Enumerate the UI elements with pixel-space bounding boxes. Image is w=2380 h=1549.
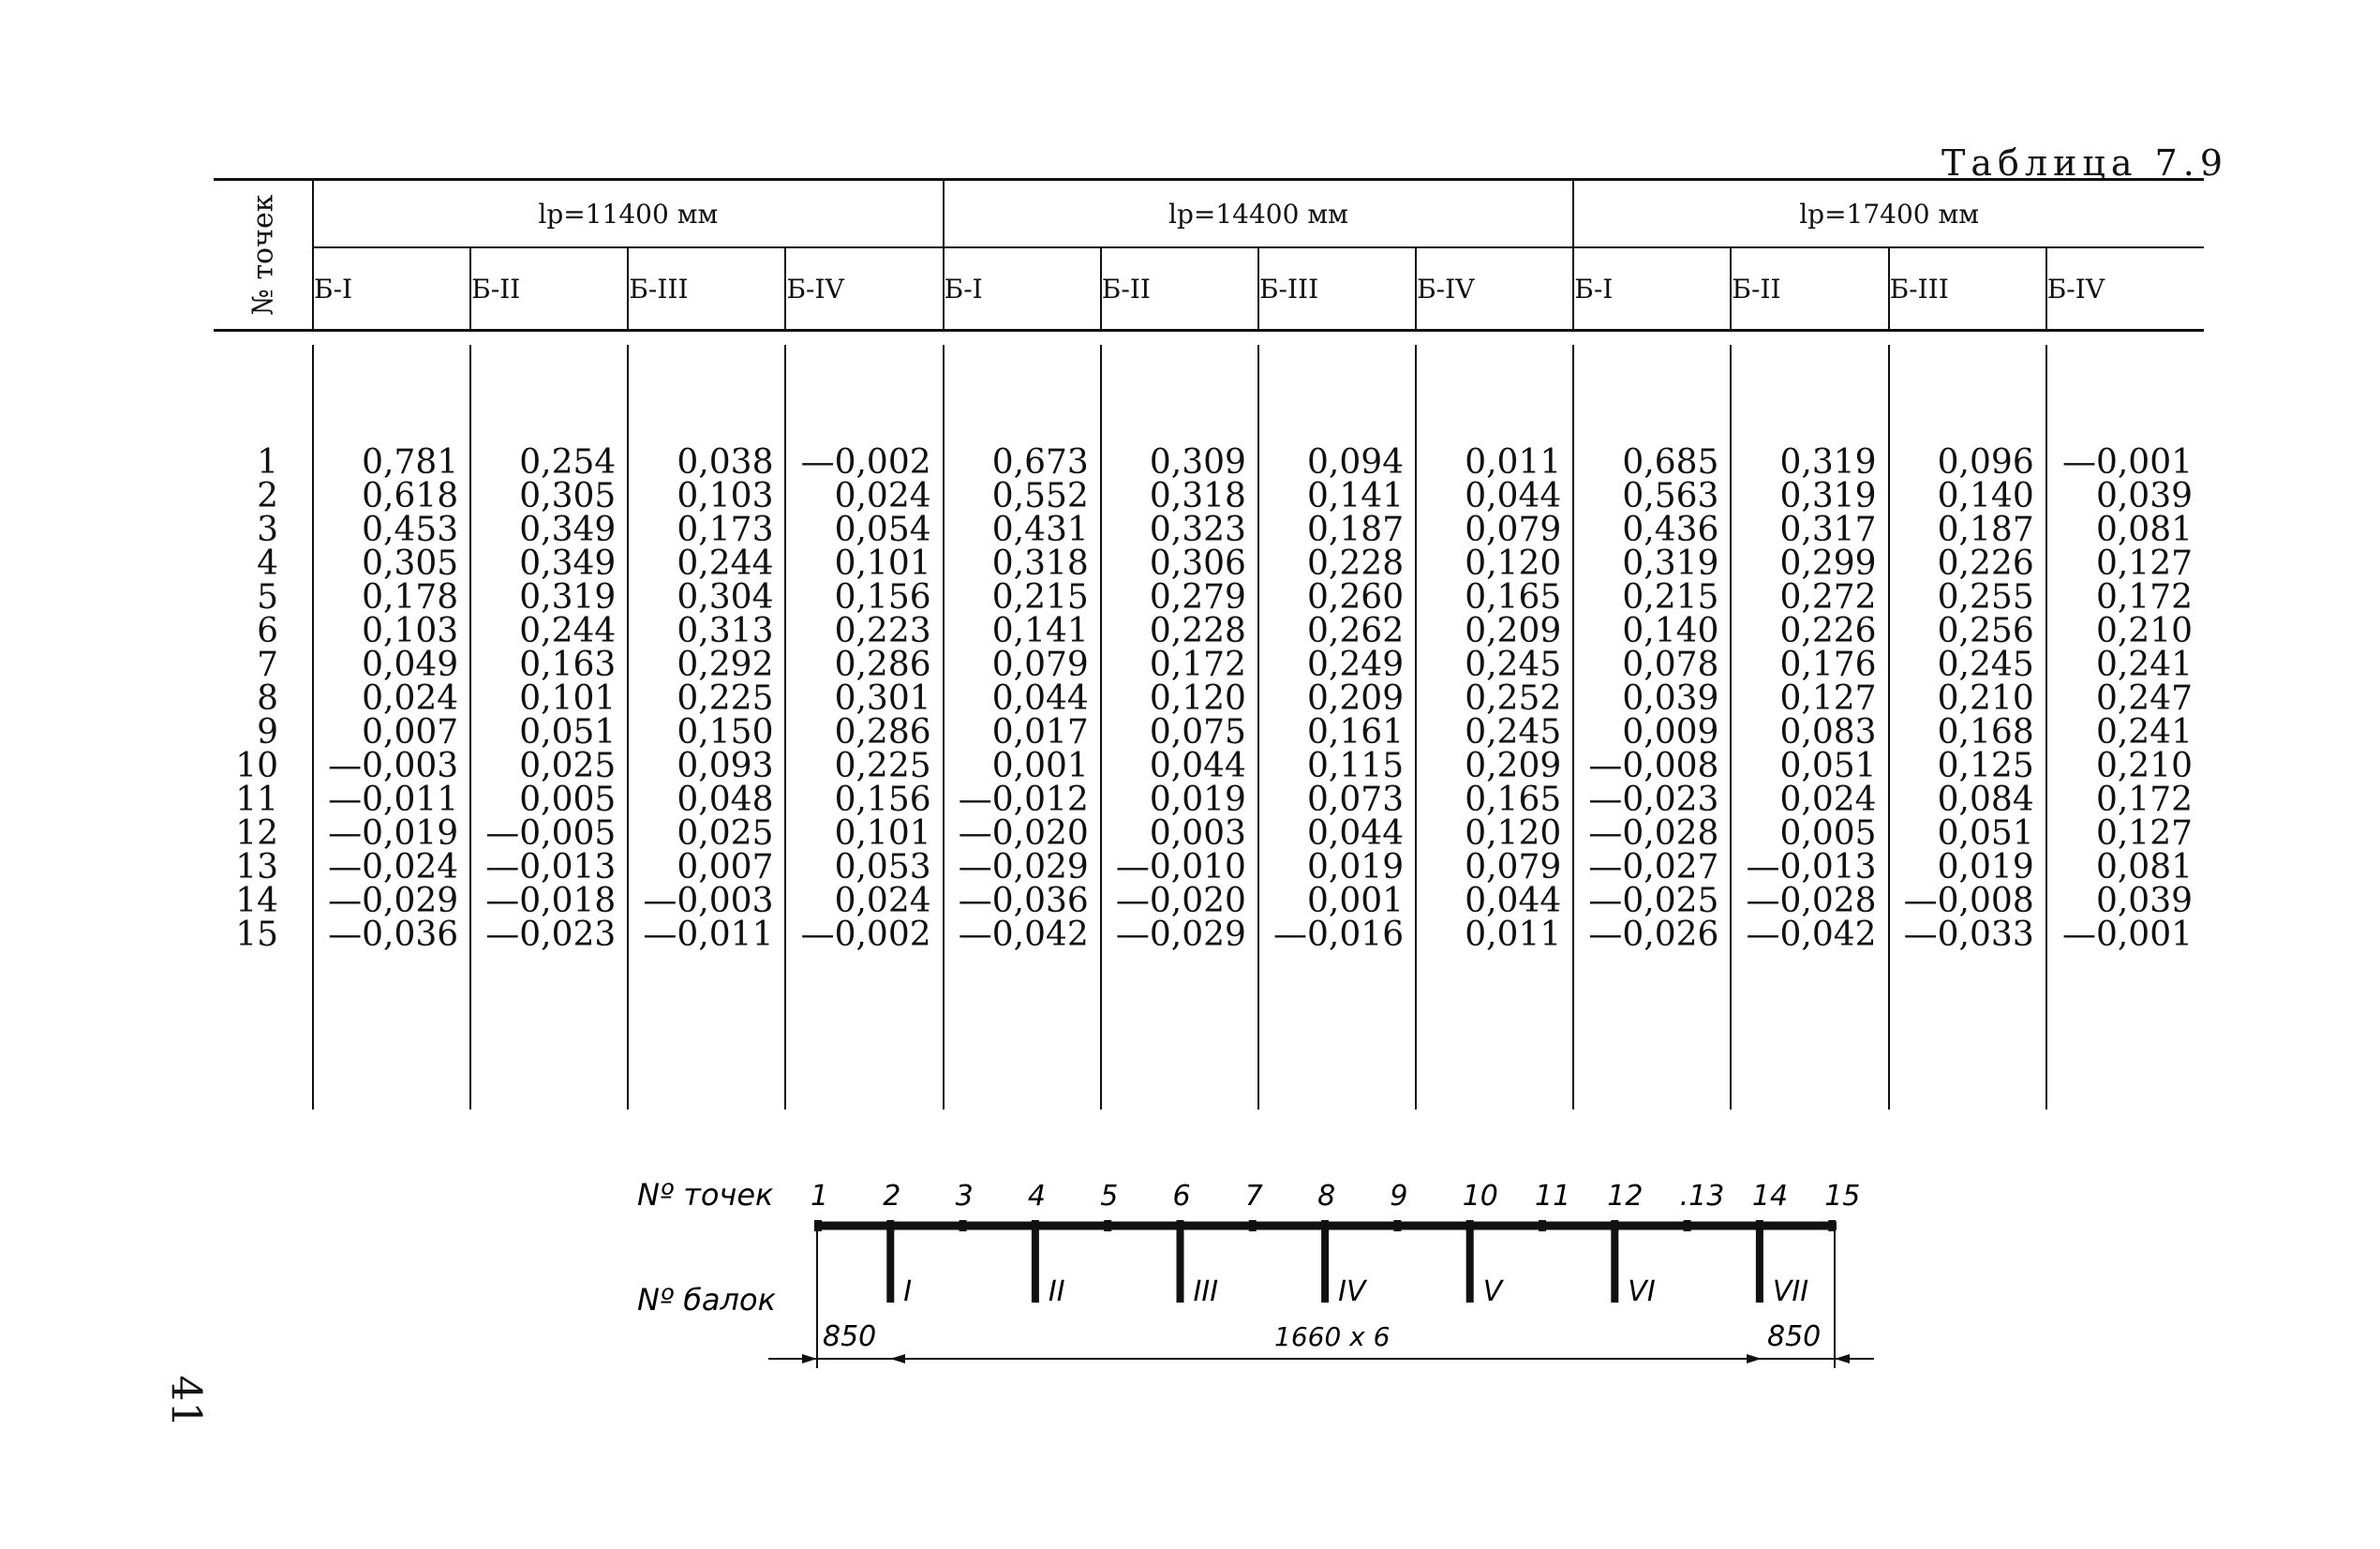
table-cell: 0,309 [1149,443,1246,482]
table-cell: 0,115 [1307,747,1405,785]
table-cell: 0,256 [1937,612,2034,650]
table-cell: —0,029 [958,848,1089,886]
beam-web [1466,1228,1474,1303]
point-number: 13 [235,848,278,886]
beam-header: Б-IV [785,247,943,331]
table-cell: 0,286 [834,646,931,684]
table-cell: —0,012 [958,781,1089,819]
table-cell: 0,141 [1307,477,1405,515]
table-cell: 0,127 [2095,544,2193,583]
table-cell: 0,210 [1937,679,2034,718]
beam-number-label: IV [1338,1275,1366,1308]
table-cell: 0,304 [677,578,774,617]
table-cell: 0,120 [1465,814,1562,853]
table-cell: —0,001 [2061,443,2193,482]
table-cell: 0,081 [2095,511,2193,549]
table-cell: —0,003 [643,882,774,920]
table-cell: 0,301 [834,679,931,718]
table-cell: 0,084 [1937,781,2034,819]
table-cell: 0,168 [1937,713,2034,752]
point-number: 8 [257,679,278,718]
table-cell: 0,003 [1149,814,1246,853]
table-cell: 0,317 [1779,511,1877,549]
point-number-label: 1 [811,1180,829,1213]
table-cell: 0,318 [1149,477,1246,515]
table-cell: —0,019 [328,814,459,853]
table-cell: —0,003 [328,747,459,785]
table-cell: 0,025 [519,747,617,785]
point-number: 10 [235,747,278,785]
value-column [1101,345,1258,1110]
value-column [1416,345,1573,1110]
table-cell: —0,010 [1115,848,1246,886]
table-cell: 0,210 [2095,747,2193,785]
table-cell: 0,054 [834,511,931,549]
table-cell: 0,039 [2095,477,2193,515]
point-number: 12 [235,814,278,853]
beam-web [1756,1228,1763,1303]
arrow-left-a [802,1354,817,1363]
table-cell: —0,001 [2061,916,2193,954]
table-cell: 0,163 [519,646,617,684]
table-cell: —0,013 [485,848,617,886]
point-number-label: 2 [883,1180,901,1213]
table-cell: 0,096 [1937,443,2034,482]
beam-number-label: V [1482,1275,1503,1308]
beam-web [1177,1228,1184,1303]
point-number-label: 4 [1027,1180,1046,1213]
row-label-header [214,180,313,331]
table-cell: 0,210 [2095,612,2193,650]
table-cell: 0,241 [2095,713,2193,752]
table-cell: —0,011 [643,916,774,954]
table-cell: 0,255 [1937,578,2034,617]
table-cell: 0,038 [677,443,774,482]
table-cell: 0,245 [1465,646,1562,684]
table-cell: 0,051 [519,713,617,752]
beam-header: Б-II [1731,247,1888,331]
table-cell: 0,024 [834,882,931,920]
table-cell: 0,103 [362,612,459,650]
point-number: 7 [257,646,278,684]
table-cell: —0,029 [328,882,459,920]
table-cell: 0,228 [1307,544,1405,583]
table-cell: 0,044 [1465,882,1562,920]
table-cell: 0,673 [991,443,1089,482]
point-number-label: 8 [1317,1180,1336,1213]
table-cell: 0,178 [362,578,459,617]
table-cell: 0,299 [1779,544,1877,583]
table-cell: 0,125 [1937,747,2034,785]
group-header-2: lр=14400 мм [944,180,1574,248]
table-cell: 0,173 [677,511,774,549]
point-number-label: 12 [1607,1180,1644,1213]
point-number: 9 [257,713,278,752]
table-cell: 0,172 [2095,578,2193,617]
table-cell: 0,241 [2095,646,2193,684]
table-cell: 0,079 [1465,848,1562,886]
table-cell: —0,008 [1903,882,2034,920]
table-cell: 0,279 [1149,578,1246,617]
table-cell: 0,176 [1779,646,1877,684]
point-number-label: 14 [1751,1180,1789,1213]
table-cell: 0,140 [1937,477,2034,515]
table-cell: 0,044 [1149,747,1246,785]
table-cell: 0,101 [834,544,931,583]
value-column [1731,345,1888,1110]
arrow-left-b [890,1354,905,1363]
table-cell: 0,156 [834,578,931,617]
table-cell: —0,033 [1903,916,2034,954]
table-cell: 0,618 [362,477,459,515]
point-number-label: 10 [1462,1180,1498,1213]
point-number: 14 [235,882,278,920]
table-cell: 0,073 [1307,781,1405,819]
table-cell: 0,140 [1622,612,1719,650]
table-cell: —0,027 [1588,848,1719,886]
table-cell: 0,083 [1779,713,1877,752]
value-column [1573,345,1731,1110]
table-cell: 0,039 [1622,679,1719,718]
beam-header: Б-IV [1416,247,1573,331]
table-cell: 0,165 [1465,781,1562,819]
table-cell: —0,042 [1746,916,1877,954]
table-cell: —0,042 [958,916,1089,954]
influence-table [214,178,2204,1110]
points-label: Nº точек [637,1177,774,1213]
table-cell: 0,007 [677,848,774,886]
beam-number-label: II [1048,1275,1065,1308]
point-number: 15 [235,916,278,954]
table-cell: 0,039 [2095,882,2193,920]
table-cell: 0,319 [1779,477,1877,515]
table-cell: 0,306 [1149,544,1246,583]
table-cell: —0,024 [328,848,459,886]
table-cell: 0,215 [991,578,1089,617]
table-cell: 0,349 [519,544,617,583]
table-cell: 0,156 [834,781,931,819]
beam-number-label: VII [1772,1275,1809,1308]
beam-number-label: III [1193,1275,1219,1308]
table-cell: 0,685 [1622,443,1719,482]
beam-header: Б-I [1573,247,1731,331]
table-cell: 0,025 [677,814,774,853]
table-cell: 0,044 [1307,814,1405,853]
table-cell: 0,563 [1622,477,1719,515]
table-cell: 0,172 [1149,646,1246,684]
table-cell: 0,262 [1307,612,1405,650]
table-cell: 0,319 [519,578,617,617]
table-body-row [214,345,2204,1110]
beam-web [1321,1228,1329,1303]
beam-number-label: I [903,1275,913,1308]
dim-middle-label: 1660 x 6 [1274,1321,1391,1352]
table-cell: 0,172 [2095,781,2193,819]
table-caption: Таблица 7.9 [1941,142,2228,184]
table-cell: 0,150 [677,713,774,752]
table-cell: 0,187 [1937,511,2034,549]
point-number-label: 5 [1100,1180,1119,1213]
point-number-label: 15 [1824,1180,1861,1213]
table-cell: 0,252 [1465,679,1562,718]
table-cell: 0,226 [1779,612,1877,650]
table-cell: —0,026 [1588,916,1719,954]
table-cell: 0,103 [677,477,774,515]
table-cell: 0,244 [519,612,617,650]
table-cell: —0,002 [800,443,931,482]
table-cell: 0,051 [1779,747,1877,785]
table-cell: 0,323 [1149,511,1246,549]
table-cell: 0,226 [1937,544,2034,583]
value-column [944,345,1101,1110]
table-cell: 0,081 [2095,848,2193,886]
table-cell: 0,017 [991,713,1089,752]
table-cell: 0,453 [362,511,459,549]
table-cell: 0,349 [519,511,617,549]
table-cell: 0,078 [1622,646,1719,684]
arrow-right-b [1835,1354,1850,1363]
table-cell: 0,305 [362,544,459,583]
value-column [1889,345,2046,1110]
table-cell: 0,079 [1465,511,1562,549]
value-column [1258,345,1416,1110]
beam-diagram [618,1162,1930,1406]
table-cell: —0,005 [485,814,617,853]
table-cell: 0,044 [1465,477,1562,515]
table-cell: 0,228 [1149,612,1246,650]
point-number: 4 [257,544,278,583]
table-cell: —0,013 [1746,848,1877,886]
table-cell: 0,209 [1465,612,1562,650]
table-cell: —0,020 [1115,882,1246,920]
table-cell: 0,127 [2095,814,2193,853]
table-cell: 0,161 [1307,713,1405,752]
table-cell: 0,024 [834,477,931,515]
point-number-column [214,345,313,1110]
table-cell: 0,286 [834,713,931,752]
table-cell: 0,318 [991,544,1089,583]
table-cell: 0,120 [1149,679,1246,718]
table-cell: —0,036 [328,916,459,954]
table-cell: 0,094 [1307,443,1405,482]
table-cell: 0,127 [1779,679,1877,718]
table-cell: 0,024 [362,679,459,718]
table-cell: 0,079 [991,646,1089,684]
table-cell: 0,209 [1307,679,1405,718]
value-column [2046,345,2204,1110]
beam-header: Б-I [944,247,1101,331]
table-cell: —0,016 [1273,916,1405,954]
table-cell: 0,245 [1465,713,1562,752]
table-cell: 0,101 [519,679,617,718]
table-cell: 0,044 [991,679,1089,718]
point-mark [959,1220,967,1231]
dim-left-label: 850 [823,1320,877,1353]
table-cell: —0,020 [958,814,1089,853]
table-cell: 0,011 [1465,916,1562,954]
table-cell: 0,053 [834,848,931,886]
point-number-label: 11 [1535,1180,1571,1213]
table-cell: 0,209 [1465,747,1562,785]
beam-header: Б-II [1101,247,1258,331]
table-cell: 0,005 [519,781,617,819]
table-cell: 0,019 [1307,848,1405,886]
table-cell: —0,029 [1115,916,1246,954]
table-cell: 0,244 [677,544,774,583]
table-cell: —0,002 [800,916,931,954]
group-header-3: lр=17400 мм [1573,180,2204,248]
table-cell: 0,225 [677,679,774,718]
value-column [313,345,470,1110]
table-cell: 0,260 [1307,578,1405,617]
table-cell: 0,225 [834,747,931,785]
table-cell: 0,247 [2095,679,2193,718]
beam-header: Б-III [1889,247,2046,331]
arrow-right-a [1747,1354,1762,1363]
point-number-label: .13 [1679,1180,1725,1213]
table-cell: 0,007 [362,713,459,752]
table-cell: 0,187 [1307,511,1405,549]
table-cell: 0,011 [1465,443,1562,482]
table-cell: 0,001 [991,747,1089,785]
table-cell: 0,165 [1465,578,1562,617]
point-number: 5 [257,578,278,617]
point-mark [1393,1220,1401,1231]
beam-web [1032,1228,1039,1303]
table-cell: —0,008 [1588,747,1719,785]
table-cell: 0,120 [1465,544,1562,583]
table-cell: 0,075 [1149,713,1246,752]
dim-right-label: 850 [1767,1320,1822,1353]
table-cell: 0,249 [1307,646,1405,684]
table-cell: —0,011 [328,781,459,819]
table-cell: 0,101 [834,814,931,853]
point-number-label: 6 [1172,1180,1191,1213]
point-number-label: 7 [1244,1180,1263,1213]
table-cell: 0,009 [1622,713,1719,752]
value-column [785,345,943,1110]
table-cell: —0,028 [1746,882,1877,920]
table-cell: —0,025 [1588,882,1719,920]
point-mark [1249,1220,1257,1231]
table-cell: 0,552 [991,477,1089,515]
table-cell: 0,781 [362,443,459,482]
beam-header: Б-III [1258,247,1416,331]
page-number: 41 [161,1375,210,1428]
table-cell: 0,215 [1622,578,1719,617]
table-cell: 0,245 [1937,646,2034,684]
value-column [628,345,785,1110]
value-column [470,345,628,1110]
beam-number-label: VI [1628,1275,1656,1308]
point-mark [1104,1220,1111,1231]
table-cell: 0,051 [1937,814,2034,853]
beam-header: Б-I [313,247,470,331]
point-number: 2 [257,477,278,515]
point-mark [1539,1220,1546,1231]
point-number: 6 [257,612,278,650]
beam-web [1611,1228,1618,1303]
table-cell: 0,319 [1622,544,1719,583]
table-cell: —0,023 [485,916,617,954]
row-label: № точек [246,194,279,316]
point-number-label: 3 [955,1180,974,1213]
beam-header: Б-III [628,247,785,331]
table-cell: 0,431 [991,511,1089,549]
table-cell: —0,036 [958,882,1089,920]
table-cell: —0,018 [485,882,617,920]
table-cell: 0,024 [1779,781,1877,819]
table-cell: 0,048 [677,781,774,819]
point-number: 1 [257,443,278,482]
beam-web [886,1228,894,1303]
group-header-1: lр=11400 мм [313,180,944,248]
point-number-label: 9 [1390,1180,1408,1213]
table-cell: 0,319 [1779,443,1877,482]
table-cell: —0,028 [1588,814,1719,853]
table-cell: 0,019 [1149,781,1246,819]
point-mark [1684,1220,1691,1231]
table-cell: 0,001 [1307,882,1405,920]
table-cell: 0,223 [834,612,931,650]
point-number: 3 [257,511,278,549]
beam-header: Б-II [470,247,628,331]
table-cell: 0,093 [677,747,774,785]
table-cell: 0,436 [1622,511,1719,549]
table-cell: 0,049 [362,646,459,684]
table-cell: —0,023 [1588,781,1719,819]
table-cell: 0,313 [677,612,774,650]
table-cell: 0,141 [991,612,1089,650]
table-cell: 0,254 [519,443,617,482]
table-cell: 0,292 [677,646,774,684]
table-cell: 0,305 [519,477,617,515]
table-cell: 0,272 [1779,578,1877,617]
table-cell: 0,019 [1937,848,2034,886]
table-cell: 0,005 [1779,814,1877,853]
beam-header: Б-IV [2046,247,2204,331]
beams-label: Nº балок [637,1282,776,1318]
point-number: 11 [235,781,278,819]
